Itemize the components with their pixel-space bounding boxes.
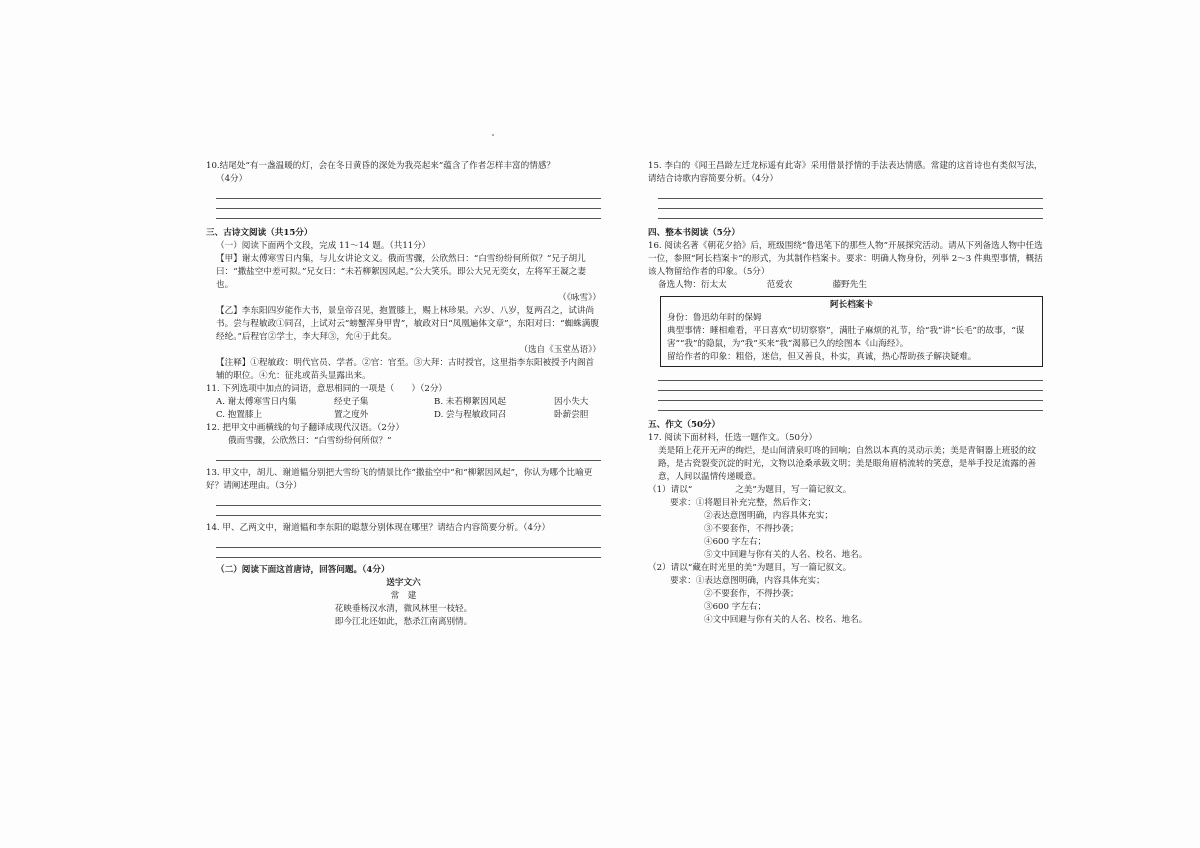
answer-line <box>216 506 601 516</box>
candidate: 藤野先生 <box>832 280 867 290</box>
annotation-note: 【注释】①程敏政：明代官员、学者。②官：官至。③大拜：古时授官，这里指李东阳被授予内阁首辅的职位。④允：征兆或苗头显露出来。 <box>216 358 595 381</box>
section5-title: 五、作文（50分） <box>648 420 721 430</box>
requirement-item: ④文中回避与你有关的人名、校名、地名。 <box>704 615 868 625</box>
requirement-item: ③600 字左右； <box>704 602 767 612</box>
requirement-item: ③不要套作，不得抄袭； <box>704 524 799 534</box>
q14-answer-lines <box>216 538 601 558</box>
answer-line <box>658 391 1043 401</box>
card-impression: 留给作者的印象：粗俗，迷信，但又善良，朴实，真诚，热心帮助孩子解决疑难。 <box>667 352 977 362</box>
requirement-item: ⑤文中回避与你有关的人名、校名、地名。 <box>704 550 868 560</box>
q11-option: 因小失大 <box>554 397 589 407</box>
card-title: 阿长档案卡 <box>830 300 873 310</box>
section3-title: 三、古诗文阅读（共15分） <box>206 228 313 238</box>
poem-title: 送宇文六 <box>386 578 421 588</box>
q12-answer-lines <box>216 451 601 461</box>
scan-speck <box>492 134 494 136</box>
candidate-label: 备选人物：衍太太 <box>658 280 727 290</box>
q12-sentence: 俄而雪骤，公欣然曰：“白雪纷纷何所似？” <box>228 436 392 446</box>
q13-answer-lines <box>216 496 601 516</box>
answer-line <box>216 199 601 209</box>
requirement-item: ②表达意图明确，内容具体充实； <box>704 511 833 521</box>
passage-yi-source: （选自《玉堂丛语》） <box>519 345 601 355</box>
q10-answer-lines <box>216 189 601 219</box>
candidate: 范爱农 <box>766 280 793 290</box>
q15-answer-lines <box>658 189 1043 219</box>
q17-text: 17. 阅读下面材料，任选一题作文。（50分） <box>648 433 818 443</box>
archive-card <box>660 296 1043 367</box>
essay-material: 美是陌上花开无声的绚烂，是山间清泉叮咚的回响；自然以本真的灵动示美；美是青铜器上班驳的纹路，是古瓷裂变沉淀的时光，文物以沧桑承载文明；美是眼角眉梢流转的笑意，是举手投足流露的善意，人间以温情传递暖意。 <box>658 446 1037 482</box>
essay-option-2: （2）请以“藏在时光里的美”为题目，写一篇记叙文。 <box>648 563 852 573</box>
part1-title: （一）阅读下面两个文段，完成 11～14 题。（共11分） <box>216 241 431 251</box>
answer-line <box>216 451 601 461</box>
requirement-item: ②不要套作，不得抄袭； <box>704 589 799 599</box>
answer-line <box>658 371 1043 381</box>
q11-option: A. 谢太傅寒雪日内集 <box>216 397 297 407</box>
requirement-label: 要求：①将题目补充完整，然后作文； <box>670 498 817 508</box>
q11-option: B. 未若柳絮因风起 <box>434 397 506 407</box>
q11-options <box>206 396 601 422</box>
answer-line <box>658 209 1043 219</box>
poem-author: 常 建 <box>390 591 417 601</box>
passage-jia-source: （《咏雪》） <box>558 293 601 303</box>
q16-answer-lines <box>658 371 1043 411</box>
poem-line: 花映垂杨汉水清，微风林里一枝轻。 <box>334 604 473 614</box>
q11-option: 置之度外 <box>334 410 369 420</box>
passage-jia: 【甲】谢太傅寒雪日内集，与儿女讲论文义。俄而雪骤，公欣然曰：“白雪纷纷何所似？”兄子胡儿曰：“撒盐空中差可拟。”兄女曰：“未若柳絮因风起。”公大笑乐。即公大兄无奕女，左将军王凝之妻也。 <box>216 254 586 290</box>
answer-line <box>658 189 1043 199</box>
answer-line <box>658 401 1043 411</box>
q10-score: （4分） <box>216 174 248 184</box>
q14-text: 14. 甲、乙两文中，谢道韫和李东阳的聪慧分别体现在哪里？请结合内容简要分析。（4分） <box>206 523 551 533</box>
answer-line <box>216 189 601 199</box>
answer-line <box>658 381 1043 391</box>
part2-title: （二）阅读下面这首唐诗，回答问题。（4分） <box>216 565 390 575</box>
left-column <box>206 160 601 629</box>
q13-text: 13. 甲文中，胡儿、谢道韫分别把大雪纷飞的情景比作“撒盐空中”和“柳絮因风起”，你认为哪个比喻更好？请阐述理由。（3分） <box>206 468 593 491</box>
answer-line <box>658 199 1043 209</box>
q11-text: 11. 下列选项中加点的词语，意思相同的一项是（ ）（2分） <box>206 384 448 394</box>
answer-line <box>216 538 601 548</box>
section4-title: 四、整本书阅读（5分） <box>648 228 740 238</box>
q15-text: 15. 李白的《闻王昌龄左迁龙标遥有此寄》采用借景抒情的手法表达情感。常建的这首诗也有类似写法，请结合诗歌内容简要分析。（4分） <box>648 161 1043 184</box>
q11-option: 卧薪尝胆 <box>554 410 589 420</box>
q11-option: C. 抱置膝上 <box>216 410 263 420</box>
q16-text: 16. 阅读名著《朝花夕拾》后，班级围绕“鲁迅笔下的那些人物”开展探究活动。请从下列备选人物中任选一位，参照“阿长档案卡”的形式，为其制作档案卡。要求：明确人物身份，列举 2～3 件典型事情，概括该人物留给作者的印象。（5分） <box>648 241 1043 277</box>
passage-yi: 【乙】李东阳四岁能作大书，景皇帝召见，抱置膝上，赐上林珍果。六岁、八岁，复两召之，试讲尚书。尝与程敏政①同召，上试对云“螃蟹浑身甲胄”，敏政对曰“凤凰遍体文章”，东阳对曰：“蜘蛛满腹经纶。”后程官②学士，李大拜③，允④于此矣。 <box>216 306 599 342</box>
q11-option: D. 尝与程敏政同召 <box>434 410 507 420</box>
poem-line: 即今江北还如此，愁杀江南离别情。 <box>334 617 473 627</box>
requirement-item: ④600 字左右； <box>704 537 767 547</box>
q10-text: 10.结尾处“有一盏温暖的灯，会在冬日黄昏的深处为我亮起来”蕴含了作者怎样丰富的情感？ <box>206 161 556 171</box>
right-column <box>648 160 1043 627</box>
candidate-list <box>648 279 1043 292</box>
requirement-label: 要求：①表达意图明确，内容具体充实； <box>670 576 825 586</box>
essay-option-1: （1）请以“ 之美”为题目，写一篇记叙文。 <box>648 485 852 495</box>
answer-line <box>216 496 601 506</box>
card-identity: 身份：鲁迅幼年时的保姆 <box>667 313 762 323</box>
answer-line <box>216 209 601 219</box>
answer-line <box>216 548 601 558</box>
q11-option: 经史子集 <box>334 397 369 407</box>
card-events: 典型事情：睡相难看，平日喜欢“切切察察”，满肚子麻烦的礼节，给“我”讲“长毛”的故事，“谋害”“我”的隐鼠，为“我”买来“我”渴慕已久的绘图本《山海经》。 <box>667 326 1025 349</box>
q12-text: 12. 把甲文中画横线的句子翻译成现代汉语。（2分） <box>206 423 405 433</box>
